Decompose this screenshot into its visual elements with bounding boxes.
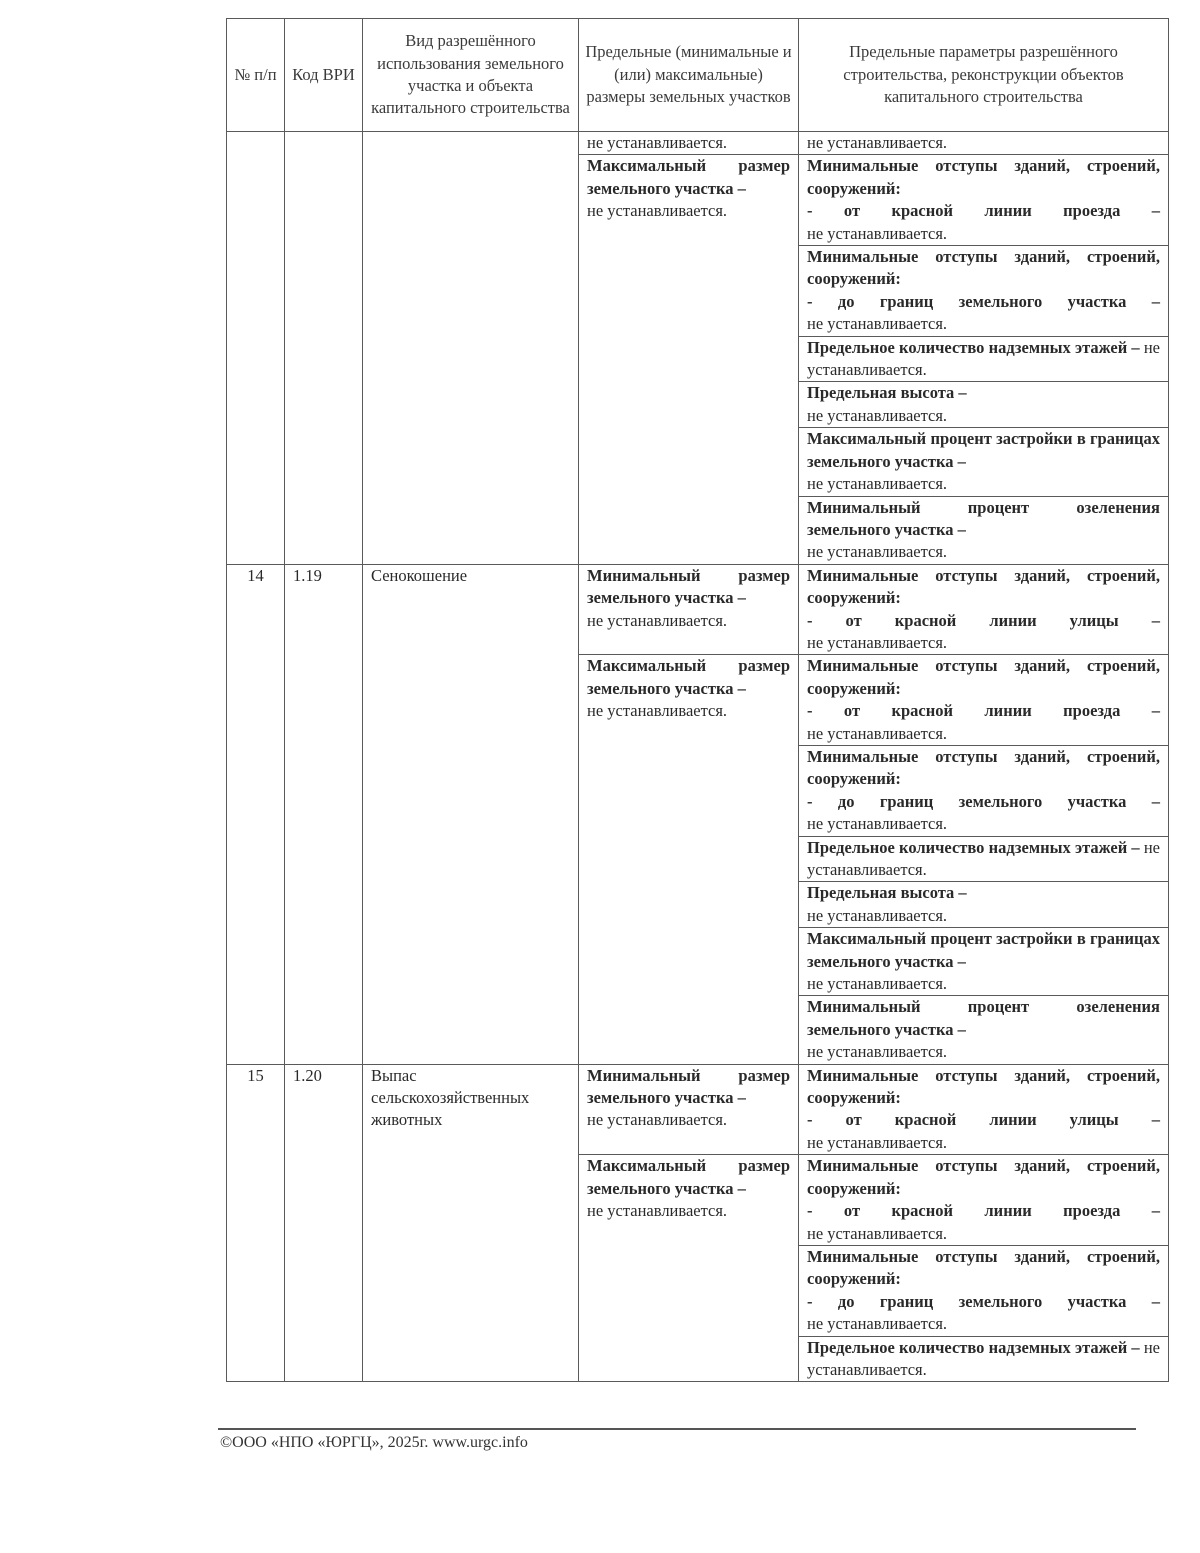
row14-param-1: Минимальные отступы зданий, строений, сооружений: - от красной линии улицы – не устанавливается. (799, 564, 1169, 655)
cont-param-5: Максимальный процент застройки в границах земельного участка – не устанавливается. (799, 428, 1169, 496)
row14-max-size: Максимальный размер земельного участка – не устанавливается. (579, 655, 799, 1064)
row15-param-1: Минимальные отступы зданий, строений, сооружений: - от красной линии улицы – не устанавливается. (799, 1064, 1169, 1155)
cont-use-cell (363, 132, 579, 565)
row14-use: Сенокошение (363, 564, 579, 1064)
cont-param-1: Минимальные отступы зданий, строений, сооружений: - от красной линии проезда – не устанавливается. (799, 155, 1169, 246)
header-params: Предельные параметры разрешённого строительства, реконструкции объектов капитального строительства (799, 19, 1169, 132)
row14-param-7: Минимальный процент озеленения земельного участка – не устанавливается. (799, 996, 1169, 1064)
cont-num-cell (227, 132, 285, 565)
row14-param-2: Минимальные отступы зданий, строений, сооружений: - от красной линии проезда – не устанавливается. (799, 655, 1169, 746)
table-header-row (227, 19, 1169, 132)
row14-param-3: Минимальные отступы зданий, строений, сооружений: - до границ земельного участка – не устанавливается. (799, 745, 1169, 836)
cont-param-4: Предельная высота – не устанавливается. (799, 382, 1169, 428)
header-size: Предельные (минимальные и (или) максимальные) размеры земельных участков (579, 19, 799, 132)
row14-num: 14 (227, 564, 285, 1064)
cont-param-6: Минимальный процент озеленения земельного участка – не устанавливается. (799, 496, 1169, 564)
row14-min-size: Минимальный размер земельного участка – не устанавливается. (579, 564, 799, 655)
header-num: № п/п (227, 19, 285, 132)
row14-code: 1.19 (285, 564, 363, 1064)
row15-param-2: Минимальные отступы зданий, строений, сооружений: - от красной линии проезда – не устанавливается. (799, 1155, 1169, 1246)
table-row (227, 132, 1169, 155)
row15-max-size: Максимальный размер земельного участка – не устанавливается. (579, 1155, 799, 1382)
header-use: Вид разрешённого использования земельного участка и объекта капитального строительства (363, 19, 579, 132)
row15-code: 1.20 (285, 1064, 363, 1382)
row15-param-3: Минимальные отступы зданий, строений, сооружений: - до границ земельного участка – не устанавливается. (799, 1245, 1169, 1336)
cont-param-2: Минимальные отступы зданий, строений, сооружений: - до границ земельного участка – не устанавливается. (799, 246, 1169, 337)
header-code: Код ВРИ (285, 19, 363, 132)
cont-code-cell (285, 132, 363, 565)
row15-num: 15 (227, 1064, 285, 1382)
row14-param-5: Предельная высота – не устанавливается. (799, 882, 1169, 928)
row15-param-4: Предельное количество надземных этажей – не устанавливается. (799, 1336, 1169, 1382)
cont-size-tail: не устанавливается. (579, 132, 799, 155)
footer-divider (218, 1428, 1136, 1430)
regulations-table (226, 18, 1169, 1382)
footer-copyright: ©ООО «НПО «ЮРГЦ», 2025г. www.urgc.info (220, 1434, 528, 1451)
row15-min-size: Минимальный размер земельного участка – не устанавливается. (579, 1064, 799, 1155)
table-row (227, 1064, 1169, 1155)
cont-max-size: Максимальный размер земельного участка – не устанавливается. (579, 155, 799, 564)
cont-param-tail: не устанавливается. (799, 132, 1169, 155)
cont-param-3: Предельное количество надземных этажей – не устанавливается. (799, 336, 1169, 382)
row14-param-4: Предельное количество надземных этажей – не устанавливается. (799, 836, 1169, 882)
table-row (227, 564, 1169, 655)
row14-param-6: Максимальный процент застройки в границах земельного участка – не устанавливается. (799, 928, 1169, 996)
row15-use: Выпас сельскохозяйственных животных (363, 1064, 579, 1382)
